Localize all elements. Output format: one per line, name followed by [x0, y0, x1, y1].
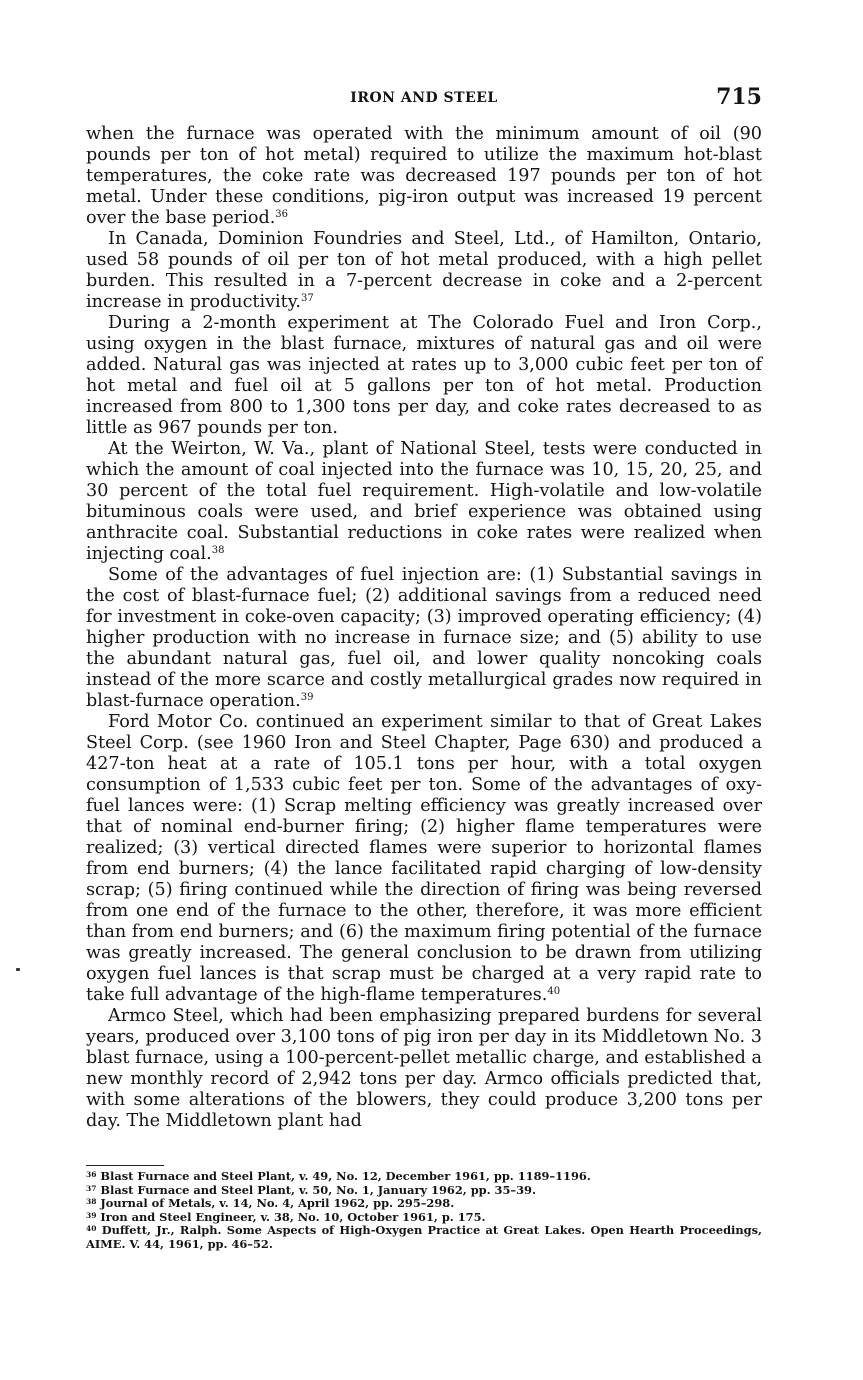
paragraph: when the furnace was operated with the minimum amount of oil (90 pounds per ton of hot metal) required to utilize the maximum hot-blast temperatures, the coke rate was decreased 197 pounds per ton of hot metal. Under these conditions, pig-iron output was increased 19 percent over the base period.$^{36}$ [86, 124, 762, 228]
footnote-ref[interactable]: 38 [211, 545, 225, 556]
margin-speck [16, 968, 20, 971]
footnote: $^{40}$ Duffett, Jr., Ralph. Some Aspects of High-Oxygen Practice at Great Lakes. Open Hearth Proceedings, AIME. V. 44, 1961, pp. 46–52. [86, 1223, 762, 1251]
footnote: $^{38}$ Journal of Metals, v. 14, No. 4, April 1962, pp. 295–298. [86, 1196, 455, 1211]
footnote: $^{37}$ Blast Furnace and Steel Plant, v. 50, No. 1, January 1962, pp. 35–39. [86, 1182, 536, 1197]
paragraph: At the Weirton, W. Va., plant of National Steel, tests were conducted in which the amount of coal injected into the furnace was 10, 15, 20, 25, and 30 percent of the total fuel requirement. High-volatile and low-volatile bituminous coals were used, and brief experience was obtained using anthracite coal. Substantial reductions in coke rates were realized when injecting coal.$^{38}$ [86, 439, 762, 564]
paragraph: During a 2-month experiment at The Colorado Fuel and Iron Corp., using oxygen in the blast furnace, mixtures of natural gas and oil were added. Natural gas was injected at rates up to 3,000 cubic feet per ton of hot metal and fuel oil at 5 gallons per ton of hot metal. Production increased from 800 to 1,300 tons per day, and coke rates decreased to as little as 967 pounds per ton. [86, 313, 762, 438]
footnote-ref[interactable]: 40 [547, 986, 561, 997]
body-text [86, 124, 762, 1132]
footnote-ref[interactable]: 36 [275, 209, 289, 220]
paragraph: Armco Steel, which had been emphasizing prepared burdens for several years, produced over 3,100 tons of pig iron per day in its Middletown No. 3 blast furnace, using a 100-percent-pellet metallic charge, and established a new monthly record of 2,942 tons per day. Armco officials predicted that, with some alterations of the blowers, they could produce 3,200 tons per day. The Middletown plant had [86, 1006, 762, 1131]
running-head: IRON AND STEEL [350, 90, 498, 106]
footnote-ref[interactable]: 39 [300, 692, 314, 703]
page-header [86, 84, 762, 114]
paragraph: In Canada, Dominion Foundries and Steel, Ltd., of Hamilton, Ontario, used 58 pounds of oil per ton of hot metal produced, with a high pellet burden. This resulted in a 7-percent decrease in coke and a 2-percent increase in productivity.$^{37}$ [86, 229, 762, 312]
footnote-divider [86, 1165, 164, 1166]
footnote-ref[interactable]: 37 [300, 293, 314, 304]
paragraph: Ford Motor Co. continued an experiment similar to that of Great Lakes Steel Corp. (see 1960 Iron and Steel Chapter, Page 630) and produced a 427-ton heat at a rate of 105.1 tons per hour, with a total oxygen consumption of 1,533 cubic feet per ton. Some of the advantages of oxy-fuel lances were: (1) Scrap melting efficiency was greatly increased over that of nominal end-burner firing; (2) higher flame temperatures were realized; (3) vertical directed flames were superior to horizontal flames from end burners; (4) the lance facilitated rapid charging of low-density scrap; (5) firing continued while the direction of firing was being reversed from one end of the furnace to the other, therefore, it was more efficient than from end burners; and (6) the maximum firing potential of the furnace was greatly increased. The general conclusion to be drawn from utilizing oxygen fuel lances is that scrap must be charged at a very rapid rate to take full advantage of the high-flame temperatures.$^{40}$ [86, 712, 762, 1005]
paragraph: Some of the advantages of fuel injection are: (1) Substantial savings in the cost of blast-furnace fuel; (2) additional savings from a reduced need for investment in coke-oven capacity; (3) improved operating efficiency; (4) higher production with no increase in furnace size; and (5) ability to use the abundant natural gas, fuel oil, and lower quality noncoking coals instead of the more scarce and costly metallurgical grades now required in blast-furnace operation.$^{39}$ [86, 565, 762, 711]
page-number: 715 [716, 84, 762, 110]
footnote: $^{36}$ Blast Furnace and Steel Plant, v. 49, No. 12, December 1961, pp. 1189–1196. [86, 1169, 591, 1183]
footnotes [86, 1170, 762, 1252]
footnote: $^{39}$ Iron and Steel Engineer, v. 38, No. 10, October 1961, p. 175. [86, 1209, 486, 1224]
